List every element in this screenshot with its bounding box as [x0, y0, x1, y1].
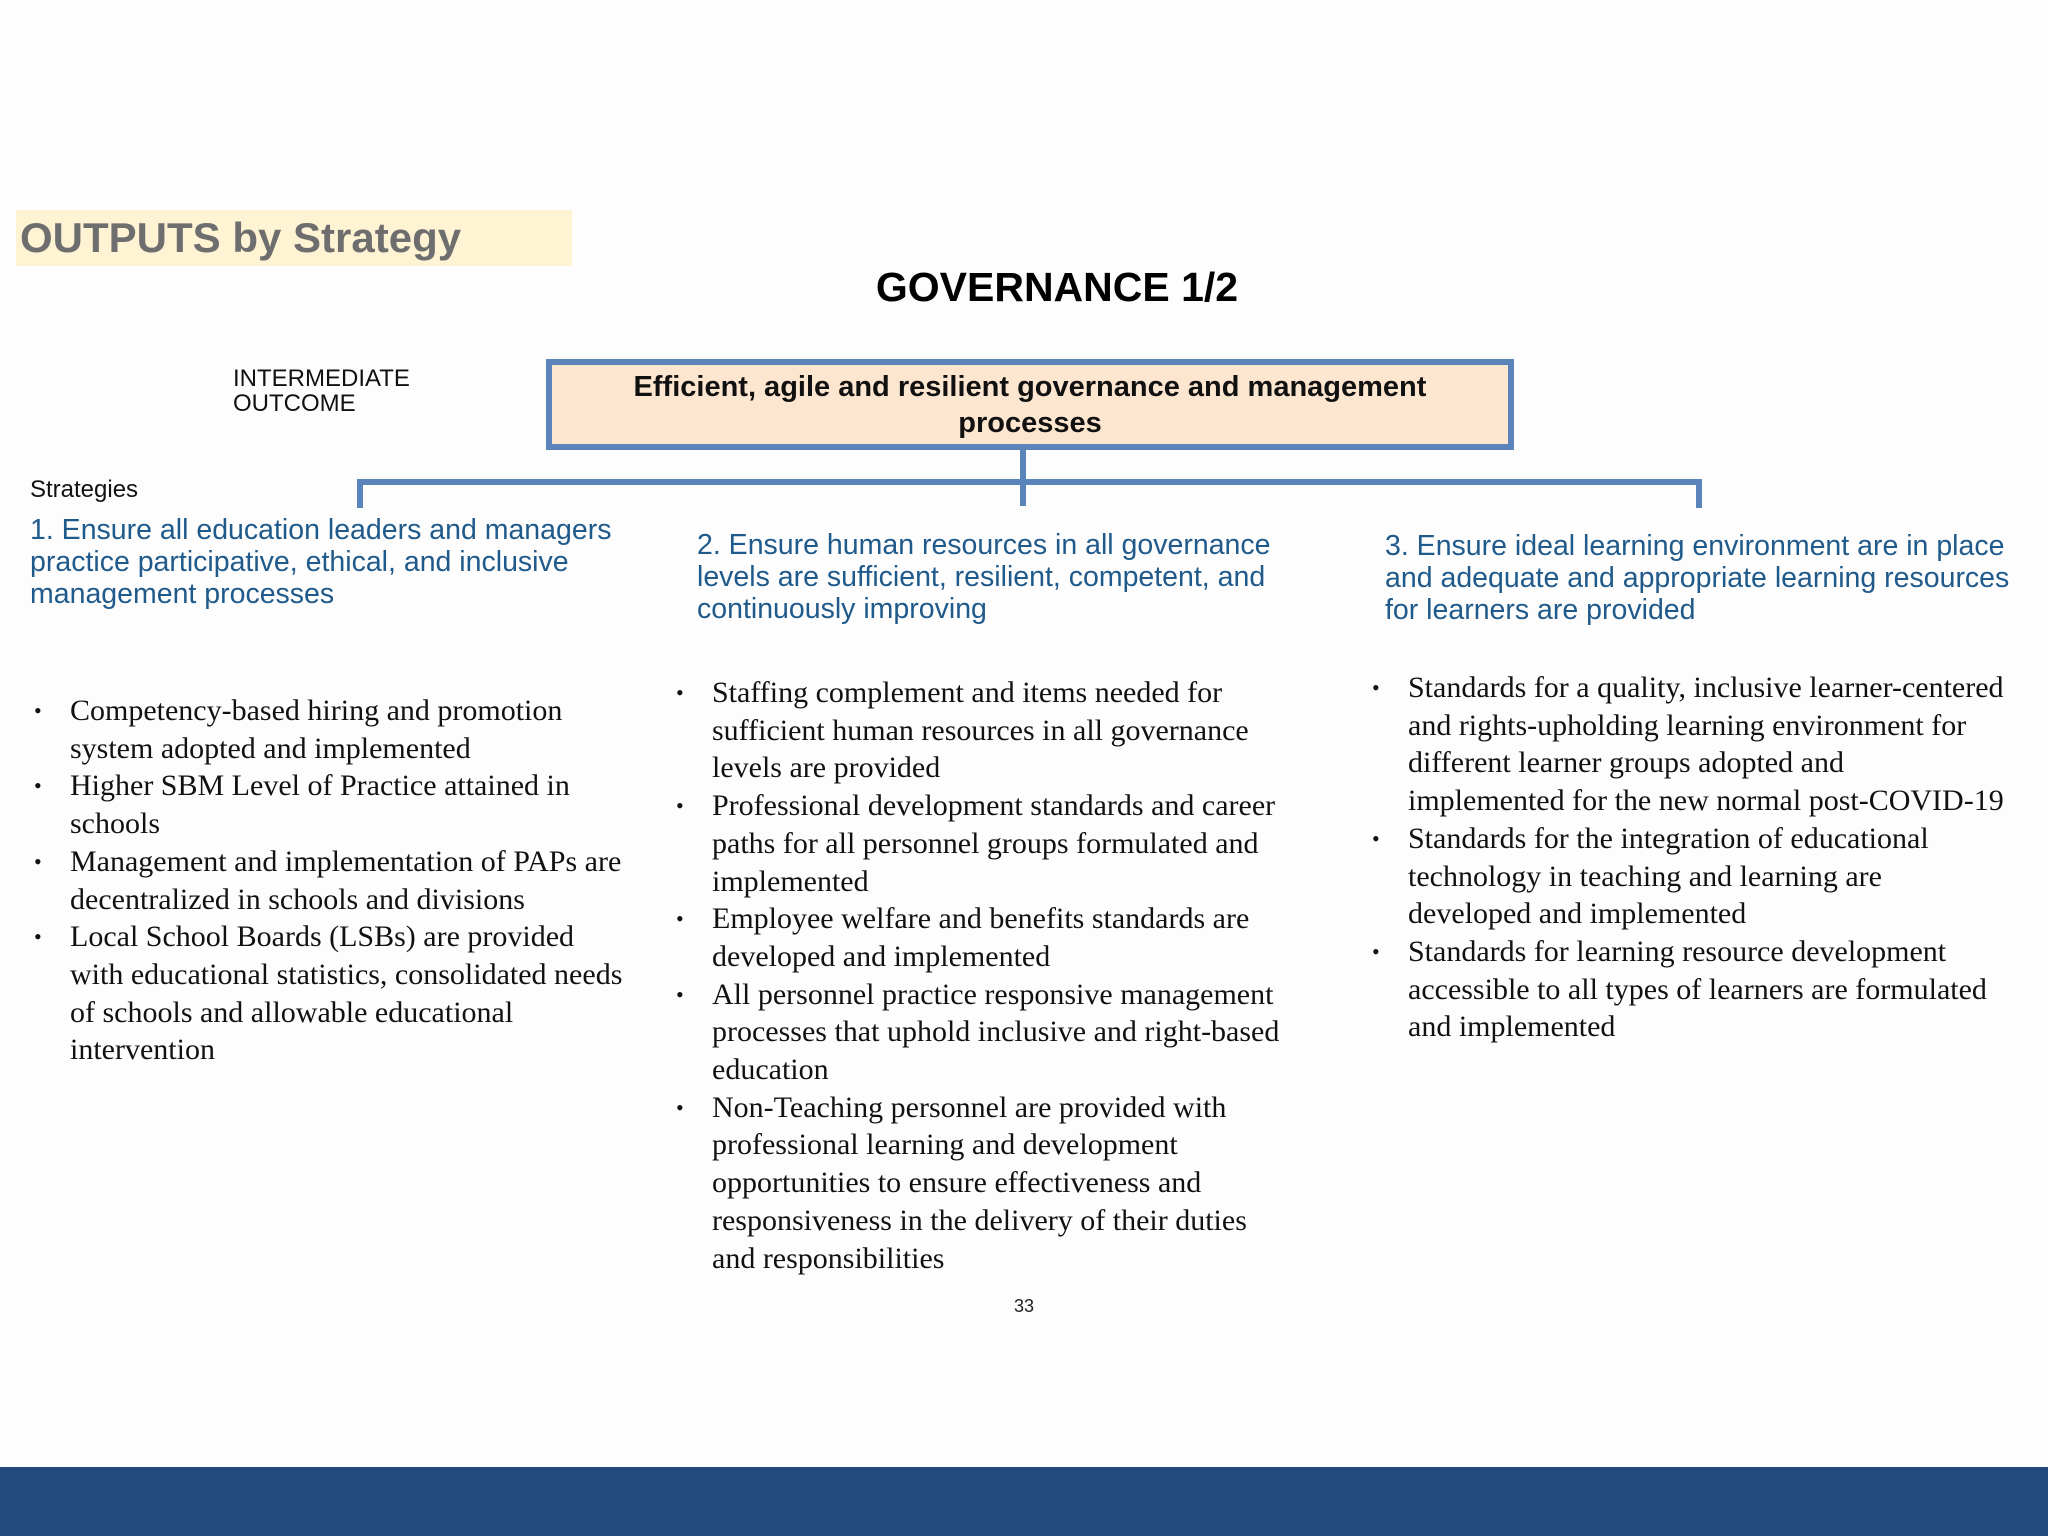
output-text: Management and implementation of PAPs are decentralized in schools and divisions: [70, 844, 622, 916]
output-item: [672, 674, 1292, 787]
output-text: Employee welfare and benefits standards are developed and implemented: [712, 902, 1250, 973]
connector-lines: [0, 0, 2048, 520]
output-item: [672, 787, 1292, 900]
bullet-icon: •: [676, 981, 684, 1007]
strategies-label: Strategies: [30, 476, 139, 503]
bullet-icon: •: [1372, 825, 1380, 851]
strategy-2-title: 2. Ensure human resources in all governance levels are sufficient, resilient, competent, and continuously improving: [697, 529, 1271, 625]
strategy-2-outputs: [672, 674, 1292, 1277]
page-title: GOVERNANCE 1/2: [875, 264, 1239, 310]
output-item: [672, 900, 1292, 975]
bullet-icon: •: [676, 793, 684, 819]
bullet-icon: •: [34, 924, 42, 950]
output-item: [30, 692, 630, 767]
bullet-icon: •: [34, 773, 42, 799]
banner-title: OUTPUTS by Strategy: [20, 214, 462, 261]
bullet-icon: •: [676, 1094, 684, 1120]
output-text: All personnel practice responsive management processes that uphold inclusive and right-based education: [712, 977, 1280, 1087]
bullet-icon: •: [34, 698, 42, 723]
bullet-icon: •: [676, 680, 684, 705]
output-text: Standards for the integration of educational technology in teaching and learning are developed and implemented: [1408, 821, 1929, 931]
intermediate-outcome-text: Efficient, agile and resilient governance and management processes: [633, 370, 1427, 439]
footer-bar: [0, 1467, 2048, 1536]
output-text: Standards for learning resource development accessible to all types of learners are formulated and implemented: [1408, 934, 1987, 1044]
output-item: [30, 843, 630, 918]
output-item: [672, 976, 1292, 1089]
bullet-icon: •: [1372, 675, 1380, 700]
output-text: Professional development standards and career paths for all personnel groups formulated and implemented: [712, 789, 1276, 898]
output-text: Competency-based hiring and promotion system adopted and implemented: [70, 694, 563, 765]
output-text: Non-Teaching personnel are provided with professional learning and development opportunities to ensure effectiveness and responsiveness in the delivery of their duties and responsibilities: [712, 1090, 1247, 1275]
output-text: Local School Boards (LSBs) are provided with educational statistics, consolidated needs of schools and allowable educational intervention: [70, 920, 623, 1067]
output-item: [30, 767, 630, 842]
strategy-3-outputs: [1368, 669, 2008, 1046]
strategy-3-title: 3. Ensure ideal learning environment are in place and adequate and appropriate learning resources for learners are provided: [1385, 530, 2010, 626]
strategy-1-outputs: [30, 692, 630, 1069]
output-text: Staffing complement and items needed for sufficient human resources in all governance levels are provided: [712, 676, 1249, 785]
output-text: Standards for a quality, inclusive learner-centered and rights-upholding learning environment for different learner groups adopted and implemented for the new normal post-COVID-19: [1408, 671, 2004, 818]
bullet-icon: •: [34, 848, 42, 874]
output-item: [30, 918, 630, 1069]
bullet-icon: •: [676, 906, 684, 932]
intermediate-outcome-label: INTERMEDIATE OUTCOME: [233, 365, 410, 417]
page-number: 33: [1013, 1296, 1035, 1316]
output-text: Higher SBM Level of Practice attained in schools: [70, 769, 570, 841]
output-item: [1368, 820, 2008, 933]
strategy-1-title: 1. Ensure all education leaders and managers practice participative, ethical, and inclusive management processes: [30, 514, 612, 610]
output-item: [672, 1089, 1292, 1278]
bullet-icon: •: [1372, 938, 1380, 964]
output-item: [1368, 933, 2008, 1046]
output-item: [1368, 669, 2008, 820]
